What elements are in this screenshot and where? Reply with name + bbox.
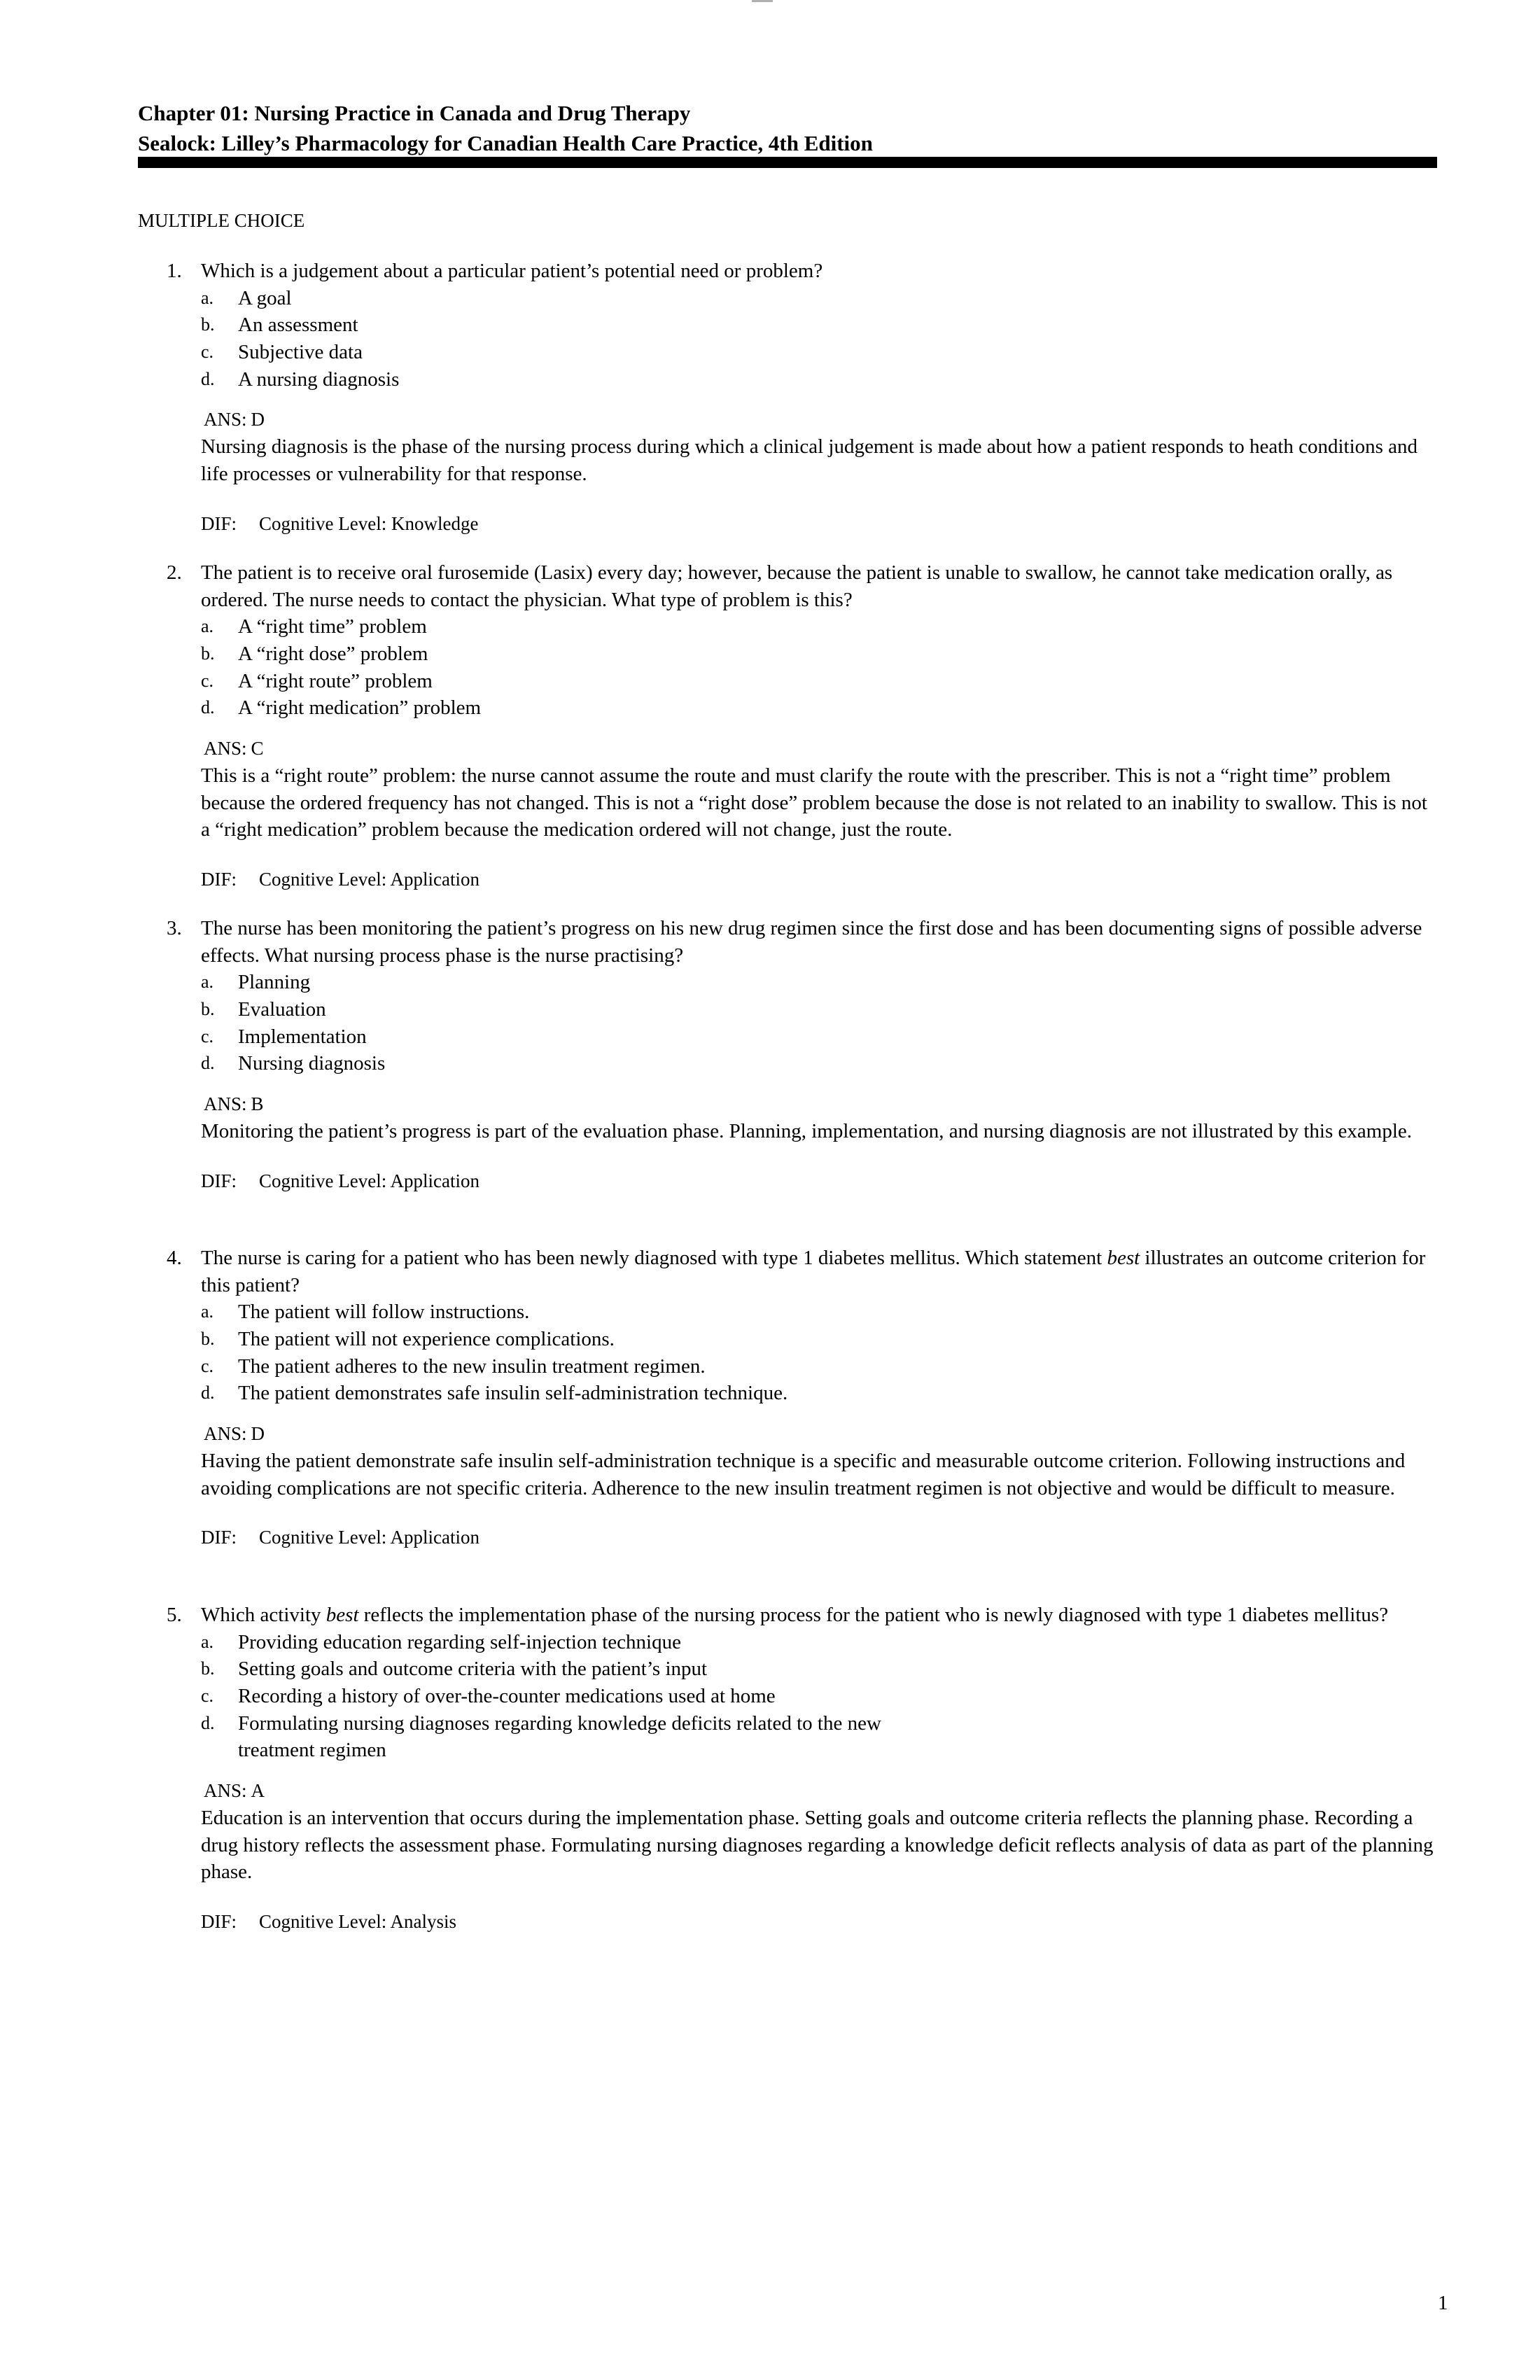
option-letter: d.: [201, 1053, 215, 1074]
option-letter: b.: [201, 1329, 215, 1350]
option-text: A “right route” problem: [238, 669, 433, 692]
option-text: A “right time” problem: [238, 615, 427, 638]
option-letter: d.: [201, 1382, 215, 1404]
difficulty-label: DIF:: [201, 1527, 237, 1548]
option-c: [0, 1353, 1540, 1380]
option-c: [0, 339, 1540, 366]
question-text: The patient is to receive oral furosemide (Lasix) every day; however, because the patient is unable to swallow, he cannot take medication orally, as ordered. The nurse needs to contact the physician. What type of problem is this?: [201, 561, 1393, 611]
answer-key: A: [251, 1780, 265, 1802]
emphasis-best: best: [326, 1604, 359, 1626]
answer-label: ANS:: [204, 1423, 247, 1445]
answer-key: D: [251, 409, 265, 430]
difficulty-value: Cognitive Level: Knowledge: [259, 512, 479, 534]
option-c: [0, 1683, 1540, 1710]
option-a: [0, 969, 1540, 996]
difficulty-value: Cognitive Level: Application: [259, 1527, 479, 1548]
option-a: [0, 613, 1540, 640]
question-text: Which is a judgement about a particular patient’s potential need or problem?: [201, 260, 823, 282]
question-number: 3.: [167, 917, 182, 939]
option-text: A “right medication” problem: [238, 696, 482, 720]
option-b: [0, 996, 1540, 1023]
option-b: [0, 312, 1540, 339]
difficulty-value: Cognitive Level: Application: [259, 868, 479, 890]
option-text: A goal: [238, 286, 292, 309]
option-text: Subjective data: [238, 341, 363, 364]
question-3: [0, 915, 1540, 1194]
question-text: The nurse is caring for a patient who has been newly diagnosed with type 1 diabetes mellitus. Which statement best illustrates an outcome criterion for this patient?: [201, 1247, 1426, 1296]
answer-line: [204, 406, 1540, 433]
question-2: [0, 559, 1540, 893]
option-d: [0, 694, 1540, 722]
option-text: The patient will follow instructions.: [238, 1301, 530, 1324]
option-a: [0, 1629, 1540, 1656]
option-text: A “right dose” problem: [238, 643, 428, 666]
question-5: [0, 1602, 1540, 1935]
option-a: [0, 1298, 1540, 1326]
option-letter: c.: [201, 670, 214, 691]
answer-explanation: Having the patient demonstrate safe insulin self-administration technique is a specific and measurable outcome criterion. Following instructions and avoiding complications are not specific criteria. Adherence to the new insulin treatment regimen is not objective and would be difficult to measure.: [201, 1449, 1406, 1499]
answer-line: [204, 1777, 1540, 1805]
option-b: [0, 640, 1540, 668]
difficulty-line: [201, 1908, 1540, 1935]
option-b: [0, 1656, 1540, 1683]
option-text: Providing education regarding self-injection technique: [238, 1630, 681, 1653]
answer-label: ANS:: [204, 1780, 247, 1802]
difficulty-label: DIF:: [201, 868, 237, 890]
option-text: Nursing diagnosis: [238, 1052, 386, 1075]
option-a: [0, 285, 1540, 312]
answer-explanation: Education is an intervention that occurs during the implementation phase. Setting goals and outcome criteria reflects the planning phase. Recording a drug history reflects the assessment phase. Formulating nursing diagnoses regarding a knowledge deficit reflects analysis of data as part of the planning phase.: [201, 1806, 1434, 1884]
option-text: A nursing diagnosis: [238, 368, 400, 391]
difficulty-line: [201, 510, 1540, 538]
question-text: The nurse has been monitoring the patient’s progress on his new drug regimen since the first dose and has been documenting signs of possible adverse effects. What nursing process phase is the nurse practising?: [201, 917, 1422, 967]
option-d: [0, 1710, 1540, 1764]
option-letter: d.: [201, 697, 215, 718]
answer-block: [0, 1777, 1540, 1935]
option-text: Implementation: [238, 1025, 367, 1048]
option-text: An assessment: [238, 314, 358, 337]
option-letter: c.: [201, 1026, 214, 1046]
difficulty-value: Cognitive Level: Analysis: [259, 1910, 456, 1932]
question-number: 5.: [167, 1604, 182, 1626]
difficulty-label: DIF:: [201, 1170, 237, 1191]
option-letter: b.: [201, 999, 215, 1020]
option-letter: a.: [201, 616, 214, 637]
answer-key: D: [251, 1423, 265, 1445]
option-letter: a.: [201, 1631, 214, 1652]
emphasis-best: best: [1107, 1247, 1140, 1269]
option-text: Formulating nursing diagnoses regarding knowledge deficits related to the new treatment regimen: [238, 1712, 881, 1762]
header-rule: [138, 157, 1437, 168]
option-d: [0, 1380, 1540, 1407]
option-text: The patient adheres to the new insulin treatment regimen.: [238, 1354, 706, 1378]
answer-line: [204, 735, 1540, 762]
difficulty-label: DIF:: [201, 1910, 237, 1932]
question-number: 2.: [167, 561, 182, 584]
option-letter: c.: [201, 1686, 214, 1707]
answer-key: C: [251, 738, 264, 760]
difficulty-line: [201, 866, 1540, 893]
option-text: The patient will not experience complications.: [238, 1328, 615, 1351]
answer-block: [0, 406, 1540, 537]
question-number: 4.: [167, 1247, 182, 1269]
question-4: [0, 1245, 1540, 1551]
answer-label: ANS:: [204, 409, 247, 430]
option-letter: a.: [201, 287, 214, 308]
question-text: Which activity best reflects the implementation phase of the nursing process for the patient who is newly diagnosed with type 1 diabetes mellitus?: [201, 1604, 1389, 1626]
difficulty-label: DIF:: [201, 512, 237, 534]
answer-explanation: This is a “right route” problem: the nurse cannot assume the route and must clarify the route with the prescriber. This is not a “right time” problem because the ordered frequency has not changed. This is not a “right dose” problem because the dose is not related to an inability to swallow. This is not a “right medication” problem because the medication ordered will not change, just the route.: [201, 764, 1427, 841]
option-c: [0, 1023, 1540, 1051]
question-1: [0, 258, 1540, 537]
option-b: [0, 1326, 1540, 1353]
answer-label: ANS:: [204, 1093, 247, 1115]
answer-line: [204, 1420, 1540, 1448]
difficulty-value: Cognitive Level: Application: [259, 1170, 479, 1191]
chapter-title: Chapter 01: Nursing Practice in Canada and Drug Therapy: [138, 101, 691, 125]
answer-key: B: [251, 1093, 264, 1115]
difficulty-line: [201, 1168, 1540, 1195]
option-letter: a.: [201, 972, 214, 993]
option-d: [0, 366, 1540, 393]
document-header: [138, 98, 1437, 158]
option-text: Planning: [238, 971, 311, 994]
answer-label: ANS:: [204, 738, 247, 760]
option-letter: b.: [201, 643, 215, 664]
option-text: Recording a history of over-the-counter medications used at home: [238, 1685, 776, 1708]
header-watermark-mark: [752, 0, 773, 2]
option-letter: a.: [201, 1301, 214, 1322]
answer-explanation: Monitoring the patient’s progress is part of the evaluation phase. Planning, implementation, and nursing diagnosis are not illustrated by this example.: [201, 1119, 1413, 1142]
option-d: [0, 1050, 1540, 1077]
answer-line: [204, 1091, 1540, 1118]
option-text: Setting goals and outcome criteria with the patient’s input: [238, 1658, 708, 1681]
option-letter: d.: [201, 368, 215, 389]
section-title: MULTIPLE CHOICE: [138, 210, 305, 231]
answer-block: [0, 1420, 1540, 1551]
option-text: Evaluation: [238, 998, 326, 1021]
page-number: 1: [1438, 2292, 1448, 2314]
answer-block: [0, 1091, 1540, 1194]
difficulty-line: [201, 1524, 1540, 1551]
option-text: The patient demonstrates safe insulin self-administration technique.: [238, 1382, 788, 1405]
option-letter: b.: [201, 1658, 215, 1679]
answer-block: [0, 735, 1540, 893]
option-letter: d.: [201, 1712, 215, 1733]
option-letter: c.: [201, 342, 214, 363]
option-c: [0, 668, 1540, 695]
question-number: 1.: [167, 260, 182, 282]
book-title: Sealock: Lilley’s Pharmacology for Canadian Health Care Practice, 4th Edition: [138, 131, 873, 155]
option-letter: b.: [201, 314, 215, 335]
option-letter: c.: [201, 1355, 214, 1376]
answer-explanation: Nursing diagnosis is the phase of the nursing process during which a clinical judgement is made about how a patient responds to heath conditions and life processes or vulnerability for that response.: [201, 435, 1418, 485]
